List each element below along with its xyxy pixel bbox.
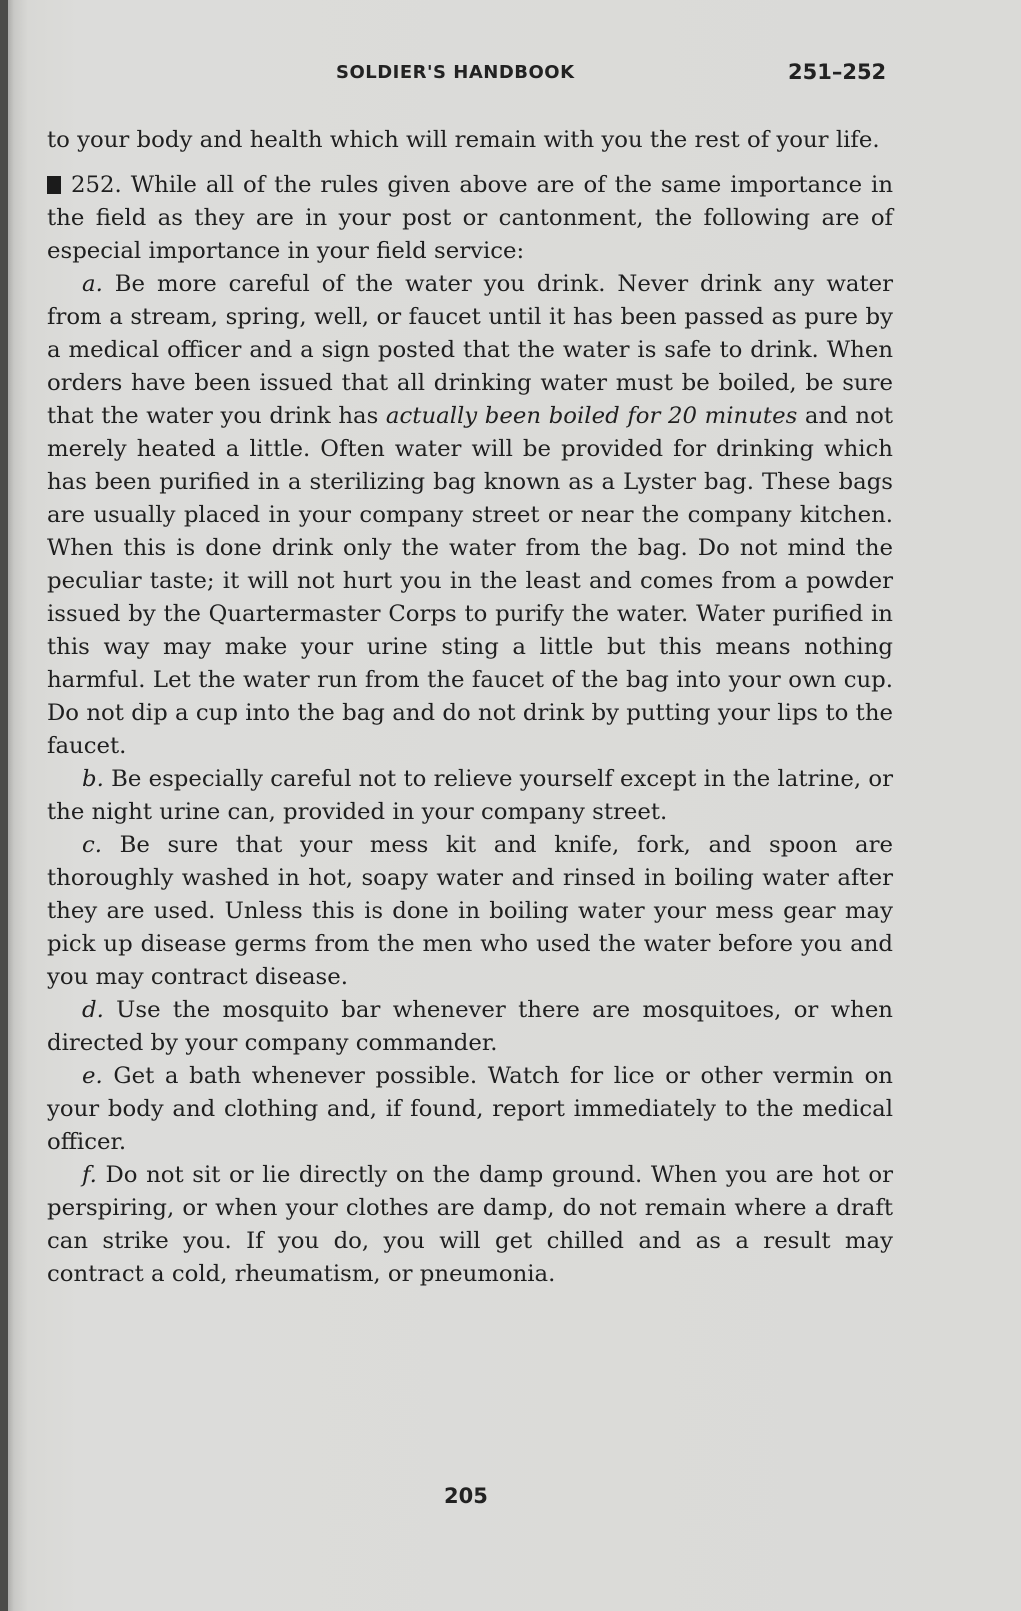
- item-c-text: Be sure that your mess kit and knife, fork, and spoon are thoroughly washed in hot, soapy water and rinsed in boiling water after they are used. Unless this is done in boiling water your mess gear may pick up disease germs from the men who used the water before you and you may contract disease.: [47, 832, 894, 990]
- item-d-text: Use the mosquito bar whenever there are mosquitoes, or when directed by your company commander.: [47, 997, 893, 1056]
- item-d-label: d.: [82, 997, 104, 1023]
- page-header: [0, 62, 1021, 92]
- item-a-emphasis: actually been boiled for 20 minutes: [385, 403, 798, 429]
- page-range: 251–252: [788, 60, 887, 84]
- item-a-text-part-2: and not merely heated a little. Often water will be provided for drinking which has been purified in a sterilizing bag known as a Lyster bag. These bags are usually placed in your company street or near the company kitchen. When this is done drink only the water from the bag. Do not mind the peculiar taste; it will not hurt you in the least and comes from a powder issued by the Quartermaster Corps to purify the water. Water purified in this way may make your urine sting a little but this means nothing harmful. Let the water run from the faucet of the bag into your own cup. Do not dip a cup into the bag and do not drink by putting your lips to the faucet.: [47, 403, 893, 759]
- section-252-paragraph: [47, 169, 893, 268]
- item-e-text: Get a bath whenever possible. Watch for lice or other vermin on your body and clothing and, if found, report immediately to the medical officer.: [47, 1063, 893, 1155]
- item-b: [47, 763, 893, 829]
- item-e: [47, 1060, 893, 1159]
- item-f-label: f.: [82, 1162, 97, 1188]
- item-a-label: a.: [82, 271, 103, 297]
- spine-shadow: [0, 0, 8, 1611]
- item-b-label: b.: [82, 766, 104, 792]
- section-mark-icon: [47, 176, 61, 194]
- page-number: 205: [444, 1484, 488, 1508]
- item-a-text-part-1: Be more careful of the water you drink. Never drink any water from a stream, spring, well, or faucet until it has been passed as pure by a medical officer and a sign posted that the water is safe to drink. When orders have been issued that all drinking water must be boiled, be sure that the water you drink has: [47, 271, 893, 429]
- item-f-text: Do not sit or lie directly on the damp ground. When you are hot or perspiring, or when your clothes are damp, do not remain where a draft can strike you. If you do, you will get chilled and as a result may contract a cold, rheumatism, or pneumonia.: [47, 1162, 893, 1287]
- item-d: [47, 994, 893, 1060]
- item-b-text: Be especially careful not to relieve yourself except in the latrine, or the night urine can, provided in your company street.: [47, 766, 893, 825]
- item-c-label: c.: [82, 832, 103, 858]
- item-e-label: e.: [82, 1063, 103, 1089]
- section-intro: While all of the rules given above are of the same importance in the field as they are in your post or cantonment, the following are of especial importance in your field service:: [47, 172, 893, 264]
- section-number: 252.: [71, 172, 122, 198]
- running-head: SOLDIER'S HANDBOOK: [336, 62, 575, 83]
- item-a: [47, 268, 893, 763]
- opening-paragraph: to your body and health which will remain with you the rest of your life.: [47, 127, 880, 153]
- item-c: [47, 829, 893, 994]
- item-f: [47, 1159, 893, 1291]
- body-text: [47, 124, 893, 1291]
